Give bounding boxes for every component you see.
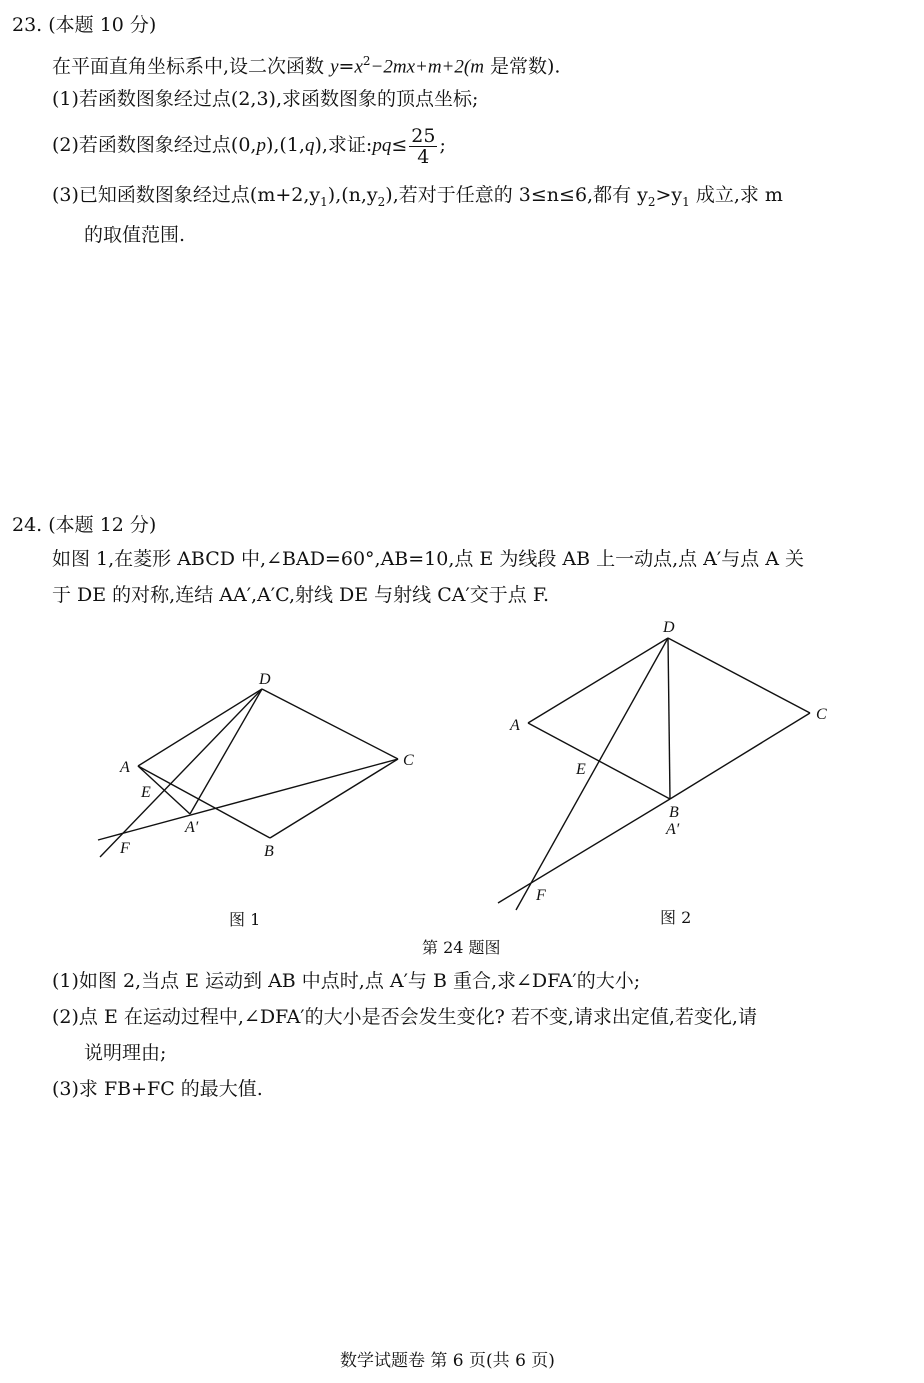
q23-part1: (1)若函数图象经过点(2,3),求函数图象的顶点坐标;	[52, 88, 479, 110]
q24-intro-line1: 如图 1,在菱形 ABCD 中,∠BAD=60°,AB=10,点 E 为线段 AB 上一动点,点 A′与点 A 关	[52, 548, 805, 570]
fig2-caption: 图 2	[660, 908, 692, 927]
fig2-label-D: D	[663, 619, 675, 636]
fig2-ray-DEF	[516, 638, 668, 910]
q23-p3-d: >y	[655, 184, 683, 206]
fig2-label-Ap: A′	[666, 821, 680, 838]
q23-p2-b: ),(1,	[265, 134, 305, 156]
q24-part2-line2: 说明理由;	[84, 1042, 167, 1064]
q23-func-sq: 2	[362, 54, 371, 68]
q23-intro	[52, 48, 560, 80]
q23-intro-a: 在平面直角坐标系中,设二次函数	[52, 55, 331, 78]
fraction-denominator: 4	[417, 145, 430, 168]
fig1-label-F: F	[120, 840, 130, 857]
q23-intro-b: 是常数).	[483, 55, 561, 78]
fig2-ray-CBF	[498, 799, 670, 903]
q24-part3: (3)求 FB+FC 的最大值.	[52, 1078, 263, 1100]
q23-p3-s1: 1	[320, 194, 328, 209]
q23-header: 23. (本题 10 分)	[12, 14, 157, 36]
fig2-segment-AD	[528, 638, 668, 723]
q23-p2-c: ),求证:	[314, 134, 373, 156]
q23-p2-le: ≤	[391, 134, 408, 156]
fig1-caption: 图 1	[229, 910, 261, 929]
fig1-segment-CB	[270, 759, 398, 838]
fraction-numerator: 25	[411, 124, 436, 147]
page-footer: 数学试题卷 第 6 页(共 6 页)	[340, 1351, 555, 1371]
q23-p2-a: (2)若函数图象经过点(0,	[52, 134, 257, 156]
q23-p3-e: 成立,求 m	[689, 184, 783, 206]
fig1-label-A: A	[120, 759, 130, 776]
q23-func-y: y	[330, 56, 339, 78]
fig2-label-A: A	[510, 717, 520, 734]
q24-header: 24. (本题 12 分)	[12, 514, 157, 536]
q23-func-m: m	[470, 56, 484, 78]
q23-p2-p: p	[256, 135, 266, 156]
figure-title: 第 24 题图	[422, 938, 501, 957]
figure-2	[495, 612, 840, 912]
fig1-label-Ap: A′	[185, 819, 199, 836]
fig1-label-B: B	[264, 843, 274, 860]
q23-p3-c: ),若对于任意的 3≤n≤6,都有 y	[385, 184, 648, 206]
q23-p2-end: ;	[439, 134, 446, 156]
fig2-label-C: C	[816, 706, 827, 723]
q23-p3-s4: 1	[682, 194, 690, 209]
fig1-segment-DC	[262, 689, 398, 759]
q23-func-x: x	[354, 56, 363, 78]
fig2-label-B: B	[669, 804, 679, 821]
q23-p3-a: (3)已知函数图象经过点(m+2,y	[52, 184, 321, 206]
fig1-segment-AD	[138, 689, 262, 766]
fig1-label-C: C	[403, 752, 414, 769]
q23-func-eq: =	[338, 55, 355, 78]
fig2-segment-CB	[670, 713, 810, 799]
q24-part2-line1: (2)点 E 在运动过程中,∠DFA′的大小是否会发生变化? 若不变,请求出定值,若变化,请	[52, 1006, 757, 1028]
q23-p3-s3: 2	[647, 194, 656, 209]
fig2-segment-DB	[668, 638, 670, 799]
q24-intro-line2: 于 DE 的对称,连结 AA′,A′C,射线 DE 与射线 CA′交于点 F.	[52, 584, 550, 606]
q23-p2-fraction	[409, 126, 437, 167]
fig1-label-D: D	[259, 671, 271, 688]
q23-part3-line2: 的取值范围.	[84, 224, 186, 246]
q24-part1: (1)如图 2,当点 E 运动到 AB 中点时,点 A′与 B 重合,求∠DFA′的大小;	[52, 970, 641, 992]
fig2-label-E: E	[576, 761, 586, 778]
q23-p2-q: q	[304, 135, 315, 156]
q23-func-rest: −2mx+m+2(	[370, 56, 471, 78]
fig1-label-E: E	[141, 784, 151, 801]
q23-p2-pq: pq	[372, 135, 392, 156]
fig2-segment-DC	[668, 638, 810, 713]
q23-p3-s2: 2	[377, 194, 386, 209]
fig2-label-F: F	[536, 887, 546, 904]
figure-1	[90, 660, 430, 870]
q23-part2	[52, 122, 446, 168]
q23-part3	[52, 182, 783, 215]
q23-p3-b: ),(n,y	[327, 184, 378, 206]
fig1-segment-AB	[138, 766, 270, 838]
